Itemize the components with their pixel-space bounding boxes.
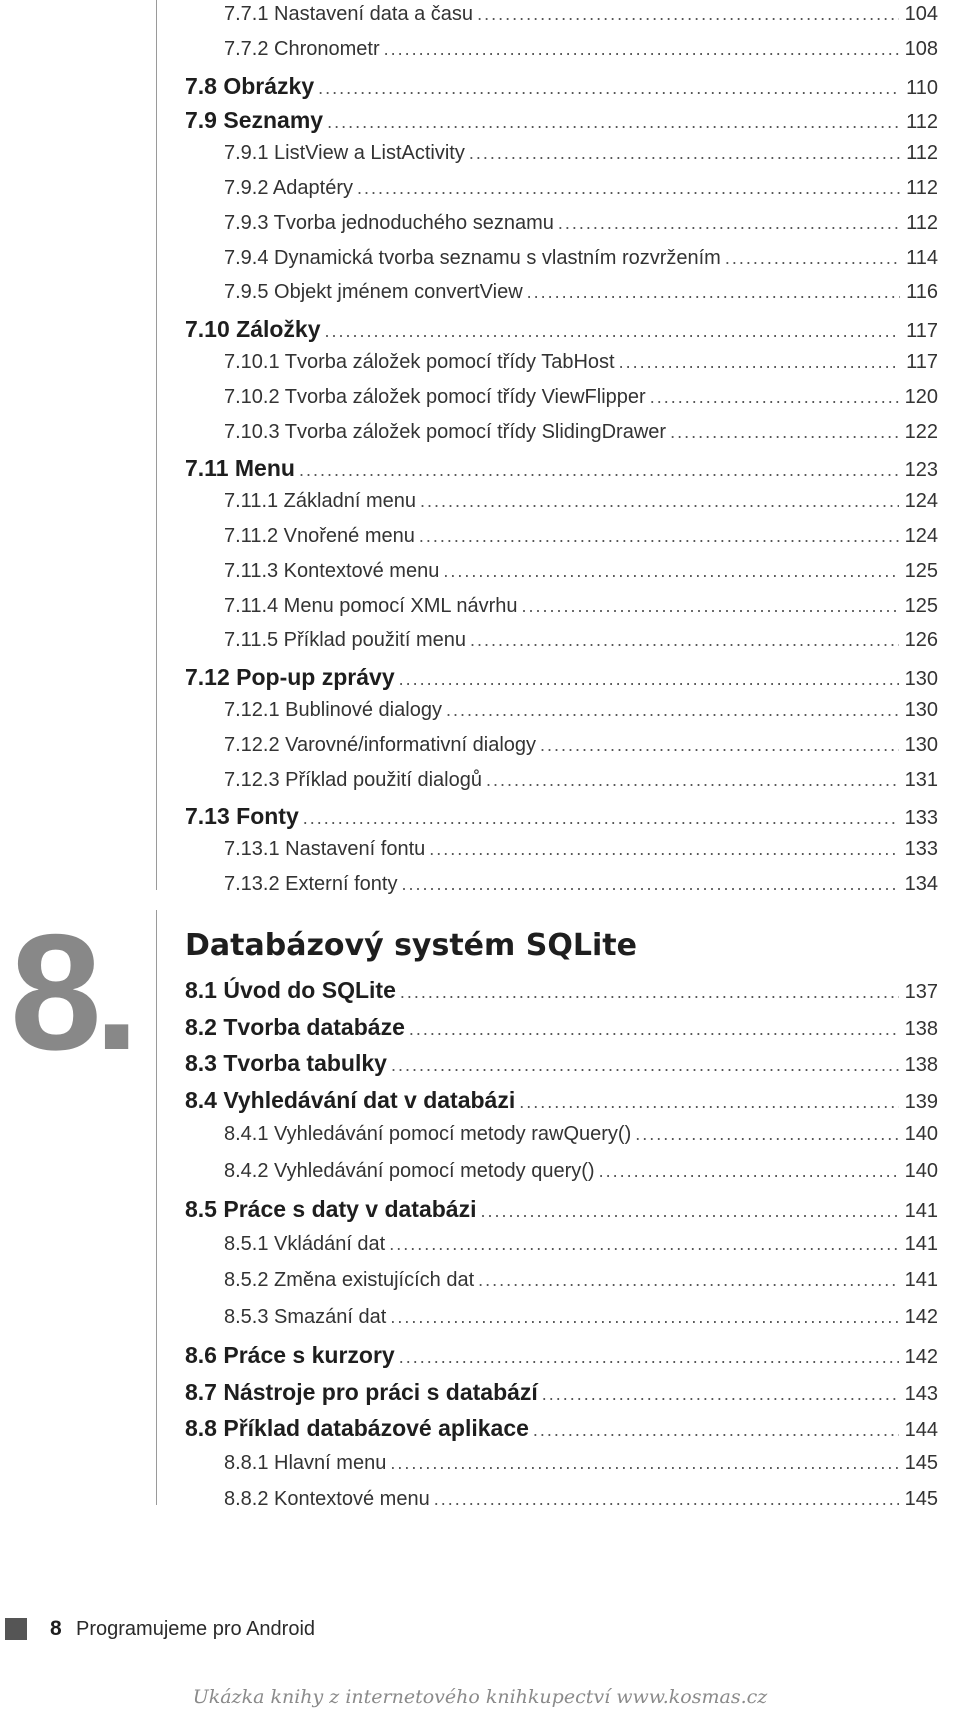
toc-subsection-entry [224, 873, 938, 896]
footer-marker-square [5, 1618, 27, 1640]
toc-entry-page: 145 [904, 1488, 938, 1510]
toc-entry-page: 144 [904, 1419, 938, 1441]
toc-leader-dots [325, 321, 901, 342]
toc-leader-dots [327, 112, 900, 133]
toc-subsection-entry [224, 247, 938, 270]
toc-entry-page: 133 [904, 807, 938, 830]
toc-entry-page: 143 [904, 1382, 938, 1405]
toc-subsection-entry [224, 595, 938, 618]
toc-section-entry [185, 107, 938, 134]
toc-entry-title: 7.12.2 Varovné/informativní dialogy [224, 733, 537, 756]
toc-leader-dots [420, 491, 899, 512]
toc-subsection-entry [224, 142, 938, 165]
toc-entry-page: 120 [904, 385, 938, 408]
toc-leader-dots [446, 700, 899, 721]
toc-entry-page: 138 [904, 1017, 938, 1040]
toc-entry-title: 7.11.5 Příklad použití menu [224, 629, 466, 652]
toc-entry-title: 7.9.3 Tvorba jednoduchého seznamu [224, 211, 554, 234]
toc-entry-title: 7.11.2 Vnořené menu [224, 525, 415, 547]
toc-entry-page: 125 [904, 594, 938, 617]
toc-leader-dots [391, 1055, 899, 1076]
toc-subsection-entry [224, 769, 938, 792]
toc-entry-title: 8.5 Práce s daty v databázi [185, 1196, 477, 1222]
toc-entry-page: 124 [904, 490, 938, 513]
toc-entry-page: 133 [904, 838, 938, 861]
toc-subsection-entry [224, 1306, 938, 1329]
toc-entry-page: 134 [904, 873, 938, 895]
toc-subsection-entry [224, 490, 938, 513]
toc-entry-title: 7.11.3 Kontextové menu [224, 559, 440, 582]
toc-subsection-entry [224, 1160, 938, 1183]
toc-entry-title: 8.7 Nástroje pro práci s databází [185, 1378, 538, 1405]
toc-entry-title: 7.11 Menu [185, 455, 295, 482]
toc-leader-dots [470, 630, 899, 651]
toc-entry-title: 8.8.1 Hlavní menu [224, 1451, 387, 1474]
toc-entry-title: 8.2 Tvorba databáze [185, 1013, 405, 1040]
toc-entry-page: 137 [904, 981, 938, 1003]
toc-entry-title: 7.12 Pop-up zprávy [185, 664, 395, 691]
toc-entry-page: 117 [906, 351, 938, 373]
toc-entry-title: 8.4.2 Vyhledávání pomocí metody query() [224, 1159, 595, 1182]
toc-subsection-entry [224, 212, 938, 235]
toc-subsection-entry [224, 281, 938, 304]
toc-entry-page: 110 [906, 76, 938, 99]
toc-leader-dots [390, 1453, 898, 1474]
toc-subsection-entry [224, 386, 938, 409]
toc-entry-title: 7.11.1 Základní menu [224, 490, 416, 513]
toc-leader-dots [401, 874, 898, 895]
toc-entry-title: 8.8.2 Kontextové menu [224, 1488, 430, 1510]
toc-leader-dots [434, 1489, 899, 1510]
toc-section-entry [185, 977, 938, 1004]
toc-entry-title: 8.5.1 Vkládání dat [224, 1232, 386, 1255]
toc-entry-title: 8.5.3 Smazání dat [224, 1305, 387, 1328]
toc-entry-title: 7.12.1 Bublinové dialogy [224, 699, 442, 721]
watermark-text: Ukázka knihy z internetového knihkupectví www.kosmas.cz [192, 1686, 768, 1708]
toc-entry-page: 130 [904, 733, 938, 756]
toc-leader-dots [527, 282, 900, 303]
toc-subsection-entry [224, 1488, 938, 1511]
toc-leader-dots [619, 352, 901, 373]
toc-leader-dots [478, 1270, 898, 1291]
left-rule-upper [156, 0, 157, 890]
toc-section-entry [185, 664, 938, 691]
toc-entry-page: 141 [904, 1232, 938, 1255]
toc-subsection-entry [224, 525, 938, 548]
toc-entry-page: 142 [904, 1346, 938, 1368]
toc-section-entry [185, 1196, 938, 1223]
toc-entry-page: 114 [906, 246, 938, 269]
toc-entry-title: 7.12.3 Příklad použití dialogů [224, 768, 482, 791]
toc-entry-title: 8.4 Vyhledávání dat v databázi [185, 1086, 516, 1113]
toc-section-entry [185, 73, 938, 100]
left-rule-lower [156, 910, 157, 1505]
toc-entry-title: 8.4.1 Vyhledávání pomocí metody rawQuery() [224, 1123, 632, 1145]
toc-section-entry [185, 1050, 938, 1077]
toc-leader-dots [384, 39, 899, 60]
toc-leader-dots [481, 1201, 899, 1222]
toc-entry-page: 140 [904, 1159, 938, 1182]
toc-leader-dots [533, 1420, 899, 1441]
toc-leader-dots [299, 460, 899, 481]
toc-leader-dots [477, 4, 899, 25]
toc-entry-title: 7.9.1 ListView a ListActivity [224, 142, 465, 165]
toc-leader-dots [540, 735, 899, 756]
toc-entry-page: 130 [904, 668, 938, 691]
toc-entry-title: 7.9 Seznamy [185, 107, 324, 134]
toc-section-entry [185, 1415, 938, 1442]
toc-entry-title: 7.7.2 Chronometr [224, 37, 380, 60]
toc-subsection-entry [224, 177, 938, 200]
toc-entry-page: 117 [906, 320, 938, 343]
toc-leader-dots [519, 1092, 898, 1113]
toc-entry-title: 7.10.2 Tvorba záložek pomocí třídy ViewFlipper [224, 385, 646, 408]
toc-section-entry [185, 1087, 938, 1114]
footer-page-number: 8 [50, 1617, 62, 1640]
toc-entry-page: 141 [904, 1200, 938, 1222]
toc-leader-dots [725, 248, 900, 269]
toc-entry-page: 131 [904, 768, 938, 791]
toc-entry-title: 8.5.2 Změna existujících dat [224, 1269, 475, 1291]
toc-leader-dots [318, 78, 900, 99]
footer-book-title: Programujeme pro Android [76, 1618, 316, 1640]
toc-leader-dots [469, 143, 900, 164]
toc-entry-page: 112 [906, 111, 938, 134]
toc-entry-page: 112 [906, 211, 938, 234]
toc-subsection-entry [224, 734, 938, 757]
toc-leader-dots [390, 1307, 898, 1328]
toc-leader-dots [409, 1019, 899, 1040]
toc-leader-dots [670, 422, 899, 443]
toc-entry-title: 8.3 Tvorba tabulky [185, 1050, 387, 1076]
toc-entry-title: 7.13.2 Externí fonty [224, 873, 398, 895]
toc-leader-dots [650, 387, 899, 408]
toc-leader-dots [419, 526, 899, 547]
toc-entry-title: 7.9.2 Adaptéry [224, 177, 353, 199]
toc-entry-page: 122 [904, 420, 938, 443]
toc-entry-page: 112 [906, 142, 938, 165]
toc-section-entry [185, 316, 938, 343]
toc-leader-dots [635, 1124, 898, 1145]
toc-entry-page: 124 [904, 525, 938, 547]
toc-entry-title: 7.8 Obrázky [185, 72, 315, 99]
toc-subsection-entry [224, 629, 938, 652]
toc-subsection-entry [224, 838, 938, 861]
toc-subsection-entry [224, 1452, 938, 1475]
toc-entry-title: 7.13.1 Nastavení fontu [224, 838, 426, 861]
toc-entry-page: 142 [904, 1305, 938, 1328]
toc-entry-page: 125 [904, 559, 938, 582]
toc-subsection-entry [224, 1123, 938, 1146]
toc-entry-page: 112 [906, 177, 938, 199]
toc-subsection-entry [224, 1233, 938, 1256]
toc-entry-page: 141 [904, 1269, 938, 1291]
toc-leader-dots [357, 178, 900, 199]
toc-subsection-entry [224, 1269, 938, 1292]
toc-entry-title: 7.10.3 Tvorba záložek pomocí třídy SlidingDrawer [224, 420, 667, 443]
toc-entry-title: 7.7.1 Nastavení data a času [224, 3, 474, 25]
toc-leader-dots [399, 1347, 899, 1368]
toc-entry-page: 145 [904, 1451, 938, 1474]
toc-section-entry [185, 455, 938, 482]
toc-leader-dots [522, 596, 899, 617]
toc-leader-dots [443, 561, 898, 582]
chapter-number: 8. [10, 900, 132, 1084]
toc-entry-page: 130 [904, 699, 938, 721]
toc-entry-title: 7.10.1 Tvorba záložek pomocí třídy TabHost [224, 351, 615, 373]
toc-leader-dots [389, 1234, 898, 1255]
toc-leader-dots [399, 669, 899, 690]
toc-entry-title: 8.8 Příklad databázové aplikace [185, 1415, 529, 1441]
toc-subsection-entry [224, 38, 938, 61]
toc-entry-page: 104 [904, 3, 938, 25]
toc-entry-page: 116 [906, 281, 938, 304]
toc-section-entry [185, 1379, 938, 1406]
toc-entry-title: 7.11.4 Menu pomocí XML návrhu [224, 594, 518, 617]
toc-entry-page: 126 [904, 629, 938, 652]
toc-entry-title: 7.13 Fonty [185, 803, 299, 830]
toc-subsection-entry [224, 699, 938, 722]
toc-section-entry [185, 1342, 938, 1369]
toc-leader-dots [542, 1384, 899, 1405]
chapter-title: Databázový systém SQLite [185, 928, 637, 963]
toc-leader-dots [400, 982, 899, 1003]
toc-entry-page: 138 [904, 1054, 938, 1076]
toc-entry-title: 7.9.5 Objekt jménem convertView [224, 281, 523, 304]
toc-subsection-entry [224, 3, 938, 26]
toc-subsection-entry [224, 560, 938, 583]
toc-entry-page: 108 [904, 37, 938, 60]
toc-subsection-entry [224, 421, 938, 444]
toc-entry-page: 140 [904, 1123, 938, 1145]
toc-entry-title: 8.1 Úvod do SQLite [185, 977, 396, 1003]
toc-section-entry [185, 803, 938, 830]
toc-leader-dots [599, 1161, 899, 1182]
toc-entry-title: 7.10 Záložky [185, 316, 321, 343]
toc-entry-title: 8.6 Práce s kurzory [185, 1342, 395, 1368]
toc-section-entry [185, 1014, 938, 1041]
toc-entry-page: 139 [904, 1090, 938, 1113]
toc-entry-page: 123 [904, 459, 938, 482]
toc-subsection-entry [224, 351, 938, 374]
toc-leader-dots [429, 839, 898, 860]
toc-leader-dots [486, 770, 899, 791]
toc-leader-dots [558, 213, 900, 234]
toc-leader-dots [303, 808, 899, 829]
toc-entry-title: 7.9.4 Dynamická tvorba seznamu s vlastním rozvržením [224, 246, 721, 269]
